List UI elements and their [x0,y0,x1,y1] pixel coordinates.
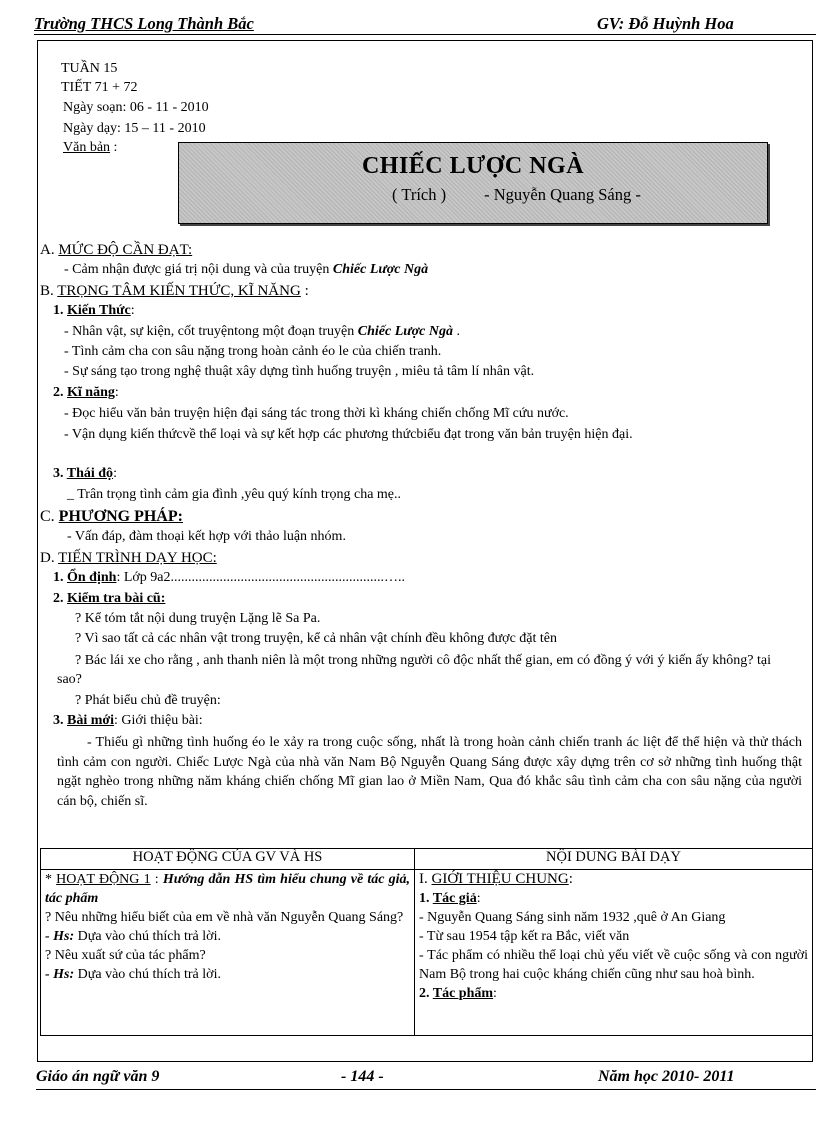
work-heading [419,984,808,1003]
content-section-heading [419,870,808,889]
work-suffix: : [493,986,497,1001]
knowledge-label: Kiến Thức [67,303,131,318]
step-1-label: Ổn định [67,570,117,585]
step-1 [53,569,405,587]
author-point-3: - Tác phẩm có nhiều thể loại chủ yếu viết về cuộc sống và con người Nam Bộ trong hai cuộc kháng chiến cũng như sau hoà bình. [419,948,808,982]
table-header-left: HOẠT ĐỘNG CỦA GV VÀ HS [41,849,415,870]
teach-date: Ngày dạy: 15 – 11 - 2010 [63,121,206,136]
section-c-title: PHƯƠNG PHÁP: [58,508,183,525]
step-3-num: 3. [53,713,67,728]
prep-date: Ngày soạn: 06 - 11 - 2010 [63,100,209,115]
excerpt-note: ( Trích ) [392,185,447,204]
work-num: 2. [419,986,433,1001]
attitude-num: 3. [53,466,67,481]
section-d-title: TIẾN TRÌNH DẠY HỌC: [58,550,217,566]
question-1: ? Kể tóm tắt nội dung truyện Lặng lẽ Sa Pa. [75,611,321,626]
knowledge-suffix: : [130,303,135,318]
section-c-prefix: C. [40,508,59,525]
school-name: Trường THCS Long Thành Bắc [34,14,254,33]
activity-answer-2 [45,965,410,984]
skills-suffix: : [114,385,119,400]
week: TUẦN 15 [61,61,118,76]
author-label: Tác giả [432,891,477,906]
activity-question-2: ? Nêu xuất sứ của tác phẩm? [45,948,206,963]
section-a-line [64,261,428,279]
page-number: - 144 - [341,1068,384,1085]
footer-school-year: Năm học 2010- 2011 [598,1068,735,1085]
section-b-title: TRỌNG TÂM KIẾN THỨC, KĨ NĂNG [57,283,301,299]
section-d-prefix: D. [40,550,59,566]
table-header-right: NỘI DUNG BÀI DẠY [415,849,813,870]
activity-star: * [45,872,57,887]
skills-heading [53,384,119,402]
section-a-work: Chiếc Lược Ngà [332,262,429,277]
title-subline [392,185,641,205]
knowledge-l1-work: Chiếc Lược Ngà [357,324,453,339]
question-4: ? Phát biểu chủ đề truyện: [75,693,221,708]
attitude-line-1: _ Trân trọng tình cảm gia đình ,yêu quý kính trọng cha mẹ.. [67,487,402,502]
knowledge-l1-end: . [452,324,460,339]
footer-rule [36,1089,816,1090]
text-label-line [63,139,117,157]
activity-1-heading [45,870,410,908]
step-3 [53,712,203,730]
section-a-text: - Cảm nhận được giá trị nội dung và của truyện [64,262,333,277]
knowledge-heading [53,302,135,320]
skills-label: Kĩ năng [67,385,115,400]
answer-2-text: Dựa vào chú thích trả lời. [74,967,221,982]
page-footer [36,1064,816,1092]
footer-course: Giáo án ngữ văn 9 [36,1068,160,1085]
work-title: CHIẾC LƯỢC NGÀ [361,153,585,179]
intro-paragraph: - Thiếu gì những tình huống éo le xảy ra trong cuộc sống, nhất là trong hoàn cảnh chiến tranh ác liệt để thể hiện và thử thách tình cảm con người. Chiếc Lược Ngà của nhà văn Nam Bộ Nguyễn Quang Sáng được xây dựng trên cơ sở những tình huống thật ngặt nghèo trong những năm kháng chiến chống Mĩ gian lao ở Miền Nam, Qua đó khắc sâu tình cảm cha con sâu nặng của người cán bộ, chiến sĩ. [57,735,802,809]
question-2: ? Vì sao tất cả các nhân vật trong truyện, kể cả nhân vật chính đều không được đặt tên [75,631,558,646]
content-sec-prefix: I. [419,871,432,887]
attitude-heading [53,465,117,483]
period: TIẾT 71 + 72 [61,80,138,95]
step-1-text: : Lớp 9a2.............................................................….. [116,570,405,585]
section-a-heading [40,241,192,259]
author-point-2: - Từ sau 1954 tập kết ra Bắc, viết văn [419,929,630,944]
activity-1-colon: : [150,872,163,887]
author-point-1: - Nguyễn Quang Sáng sinh năm 1932 ,quê ở An Giang [419,910,726,925]
content-cell [415,870,813,1036]
author-heading [419,889,808,908]
knowledge-num: 1. [53,303,67,318]
question-3: ? Bác lái xe cho rằng , anh thanh niên là một trong những người cô độc nhất thế gian, em có đồng ý với ý kiến ấy không? tại sao? [57,653,771,687]
step-3-text: : Giới thiệu bài: [114,713,203,728]
activity-table [40,848,813,1036]
title-box [178,142,768,224]
knowledge-line-3: - Sự sáng tạo trong nghệ thuật xây dựng tình huống truyện , miêu tả tâm lí nhân vật. [64,364,535,379]
section-a-title: MỨC ĐỘ CẦN ĐẠT: [58,242,193,258]
activity-question-1: ? Nêu những hiểu biết của em về nhà văn Nguyễn Quang Sáng? [45,910,404,925]
section-b-prefix: B. [40,283,58,299]
knowledge-line-2: - Tình cảm cha con sâu nặng trong hoàn cảnh éo le của chiến tranh. [64,344,442,359]
section-d-heading [40,549,217,567]
step-1-num: 1. [53,570,67,585]
knowledge-l1-text: - Nhân vật, sự kiện, cốt truyệntong một đoạn truyện [64,324,358,339]
page-header [34,10,816,34]
hs-label-1: - Hs: [45,929,75,944]
author-name: - Nguyễn Quang Sáng - [484,185,641,204]
activity-1-title: Hướng dẫn HS tìm hiểu chung về tác giả, tác phẩm [45,872,411,906]
attitude-label: Thái độ [66,466,114,481]
knowledge-line-1 [64,323,460,341]
header-rule [34,34,816,35]
skills-line-1: - Đọc hiểu văn bản truyện hiện đại sáng tác trong thời kì kháng chiến chống Mĩ cứu nước. [64,406,569,421]
attitude-suffix: : [113,466,117,481]
content-sec-title: GIỚI THIỆU CHUNG [431,871,569,887]
step-2-num: 2. [53,591,67,606]
section-a-prefix: A. [40,242,59,258]
step-3-label: Bài mới [67,713,115,728]
skills-line-2: - Vận dụng kiến thứcvề thể loại và sự kết hợp các phương thứcbiểu đạt trong văn bản truyện hiện đại. [64,427,633,442]
author-suffix: : [476,891,481,906]
section-c-heading [40,508,183,526]
author-num: 1. [419,891,433,906]
answer-1-text: Dựa vào chú thích trả lời. [74,929,221,944]
section-b-suffix: : [300,283,309,299]
section-c-line: - Vấn đáp, đàm thoại kết hợp với thảo luận nhóm. [67,529,346,544]
teacher-name: GV: Đỗ Huỳnh Hoa [597,14,734,33]
activity-1-label: HOẠT ĐỘNG 1 [56,872,151,887]
activity-answer-1 [45,927,410,946]
step-2-label: Kiểm tra bài cũ: [67,591,166,606]
activity-cell [41,870,415,1036]
step-2 [53,590,165,608]
skills-num: 2. [53,385,67,400]
text-label-colon: : [110,140,118,155]
hs-label-2: - Hs: [45,967,75,982]
section-b-heading [40,282,309,300]
text-label: Văn bản [63,140,111,155]
content-sec-suffix: : [568,871,573,887]
work-label: Tác phẩm [432,986,494,1001]
